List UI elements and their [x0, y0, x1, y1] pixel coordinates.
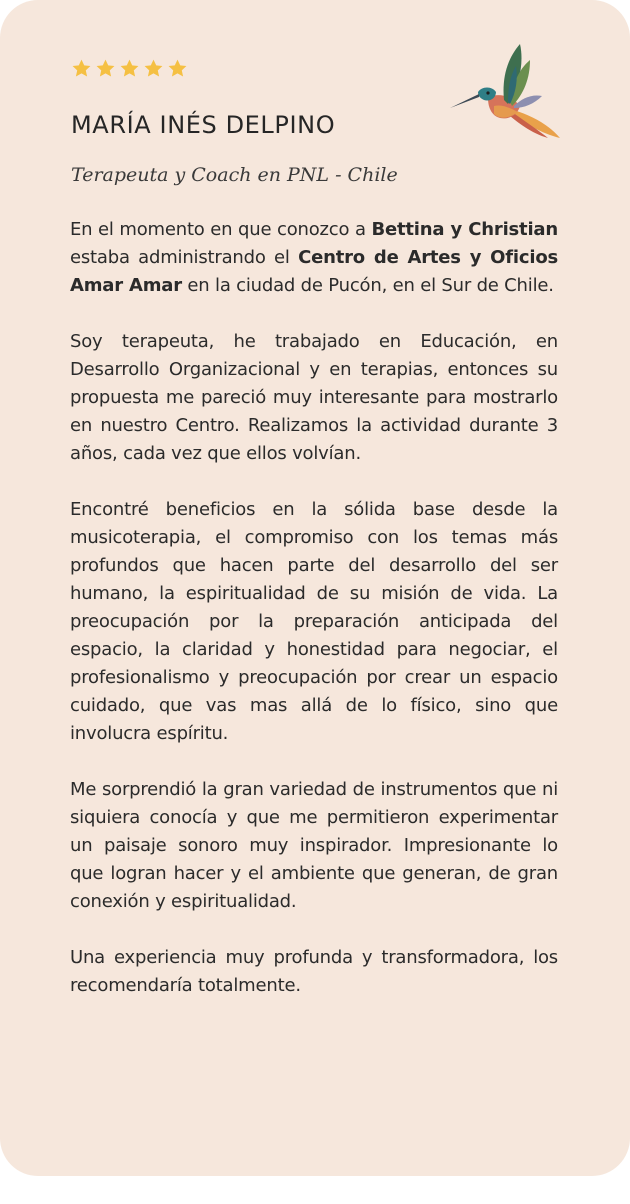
testimonial-paragraph: Una experiencia muy profunda y transformadora, los recomendaría totalmente. — [70, 947, 558, 996]
hummingbird-icon — [448, 40, 564, 140]
reviewer-name: MARÍA INÉS DELPINO — [71, 111, 336, 139]
testimonial-paragraph: Me sorprendió la gran variedad de instrumentos que ni siquiera conocía y que me permitieron experimentar un paisaje sonoro muy inspirador. Impresionante lo que logran hacer y el ambiente que generan, de gran conexión y espiritualidad. — [70, 779, 558, 912]
text-segment: En el momento en que conozco a — [70, 219, 372, 240]
star-icon — [71, 58, 92, 79]
testimonial-paragraph — [70, 216, 558, 300]
highlight-center: Centro de Artes y Oficios Amar Amar — [70, 247, 558, 296]
text-segment: estaba administrando el — [70, 247, 299, 268]
testimonial-text — [70, 216, 558, 1000]
star-icon — [95, 58, 116, 79]
star-icon — [119, 58, 140, 79]
highlight-names: Bettina y Christian — [371, 219, 558, 240]
text-segment: en la ciudad de Pucón, en el Sur de Chile. — [181, 275, 554, 296]
reviewer-role: Terapeuta y Coach en PNL - Chile — [71, 164, 398, 186]
star-rating — [71, 58, 188, 79]
testimonial-paragraph: Encontré beneficios en la sólida base desde la musicoterapia, el compromiso con los temas más profundos que hacen parte del desarrollo del ser humano, la espiritualidad de su misión de vida. La preocupación por la preparación anticipada del espacio, la claridad y honestidad para negociar, el profesionalismo y preocupación por crear un espacio cuidado, que vas mas allá de lo físico, sino que involucra espíritu. — [70, 499, 558, 744]
testimonial-paragraph: Soy terapeuta, he trabajado en Educación, en Desarrollo Organizacional y en terapias, entonces su propuesta me pareció muy interesante para mostrarlo en nuestro Centro. Realizamos la actividad durante 3 años, cada vez que ellos volvían. — [70, 331, 558, 464]
star-icon — [143, 58, 164, 79]
star-icon — [167, 58, 188, 79]
